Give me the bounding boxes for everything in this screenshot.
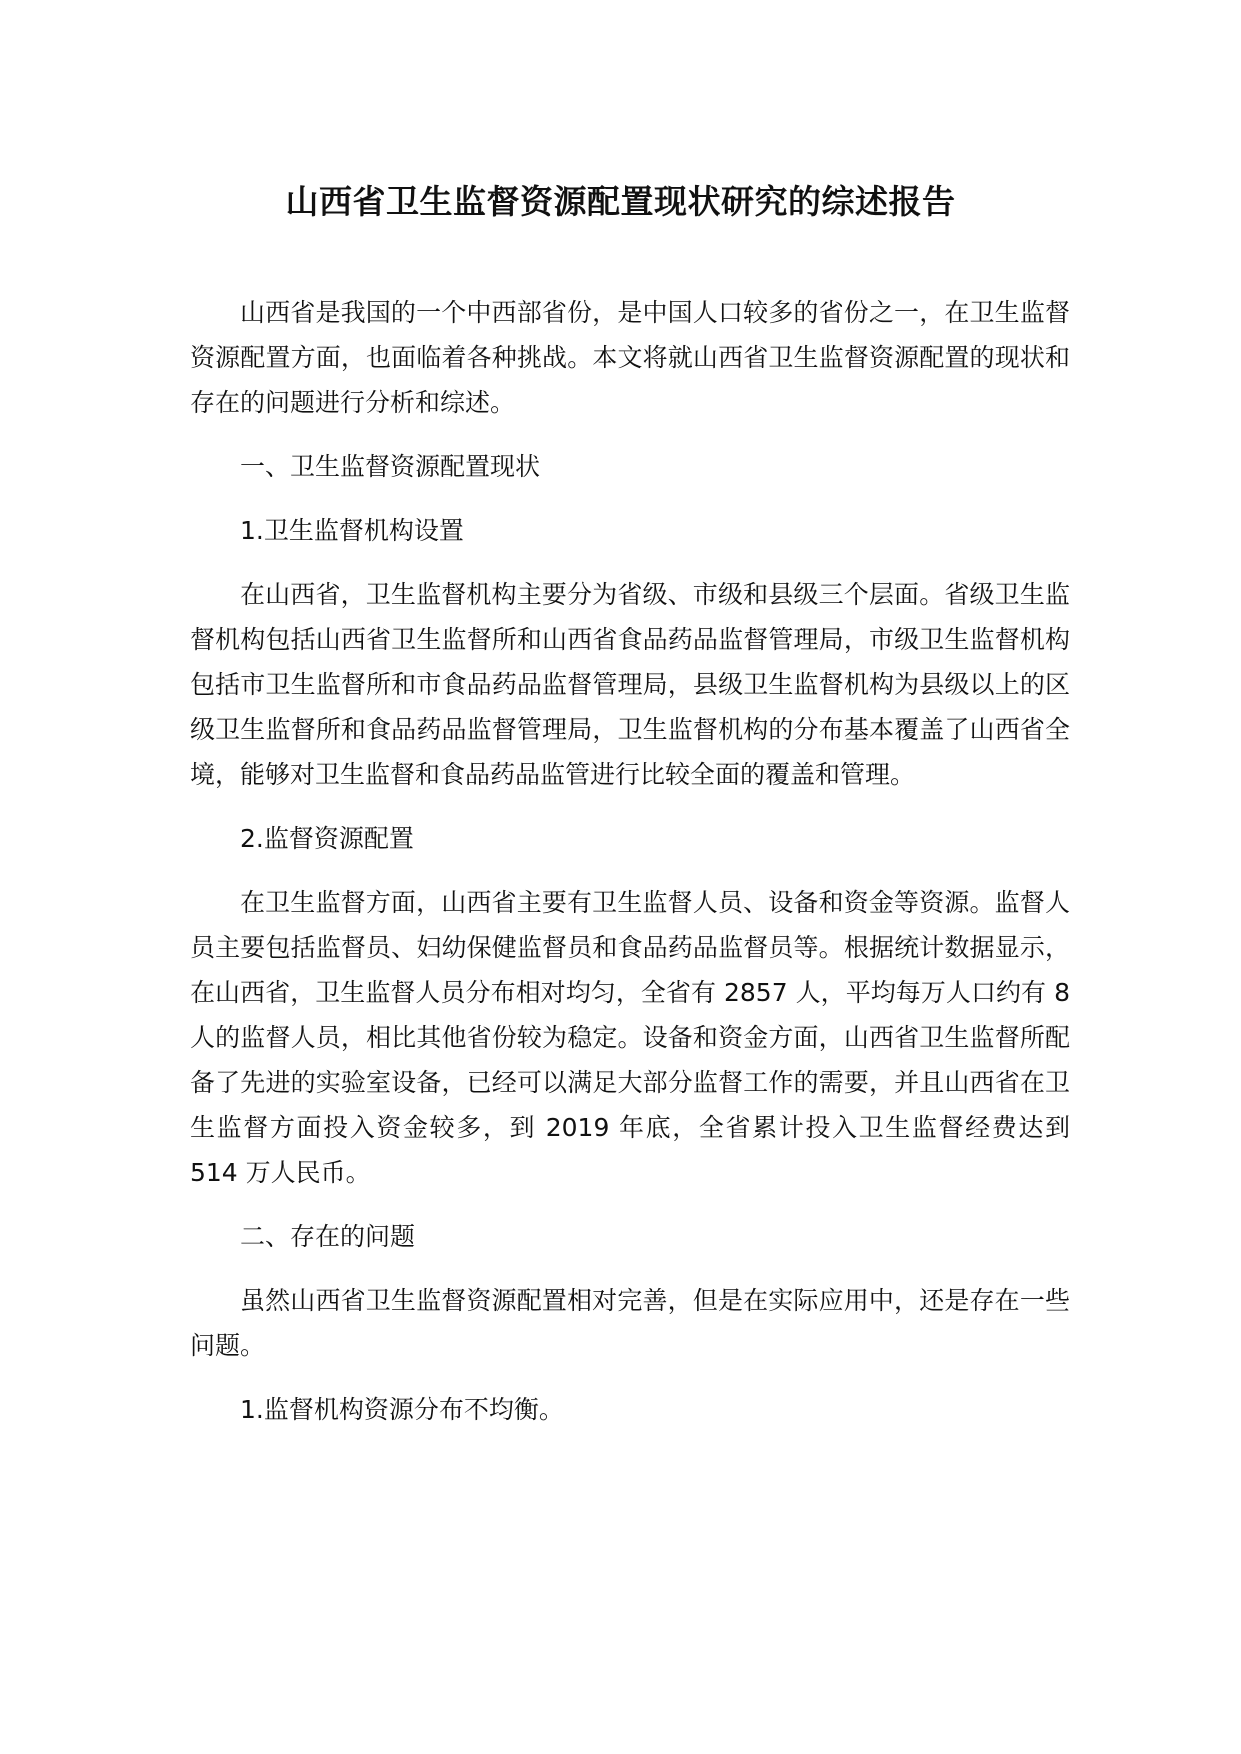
section-heading-2: 二、存在的问题 — [240, 1222, 416, 1251]
paragraph-problems-intro: 虽然山西省卫生监督资源配置相对完善，但是在实际应用中，还是存在一些问题。 — [190, 1286, 1070, 1360]
section-heading-1: 一、卫生监督资源配置现状 — [240, 452, 541, 481]
subsection-heading-2-1: 1.监督机构资源分布不均衡。 — [240, 1395, 564, 1424]
paragraph-resource-allocation: 在卫生监督方面，山西省主要有卫生监督人员、设备和资金等资源。监督人员主要包括监督员、妇幼保健监督员和食品药品监督员等。根据统计数据显示，在山西省，卫生监督人员分布相对均匀，全省有 2857 人，平均每万人口约有 8 人的监督人员，相比其他省份较为稳定。设备和资金方面，山西省卫生监督所配备了先进的实验室设备，已经可以满足大部分监督工作的需要，并且山西省在卫生监督方面投入资金较多，到 2019 年底，全省累计投入卫生监督经费达到 514 万人民币。 — [190, 888, 1070, 1187]
paragraph-institution-setup: 在山西省，卫生监督机构主要分为省级、市级和县级三个层面。省级卫生监督机构包括山西省卫生监督所和山西省食品药品监督管理局，市级卫生监督机构包括市卫生监督所和市食品药品监督管理局，县级卫生监督机构为县级以上的区级卫生监督所和食品药品监督管理局，卫生监督机构的分布基本覆盖了山西省全境，能够对卫生监督和食品药品监管进行比较全面的覆盖和管理。 — [190, 580, 1070, 789]
subsection-heading-1-1: 1.卫生监督机构设置 — [240, 516, 464, 545]
document-body — [190, 290, 1070, 1451]
document-title: 山西省卫生监督资源配置现状研究的综述报告 — [285, 182, 956, 221]
subsection-heading-1-2: 2.监督资源配置 — [240, 824, 414, 853]
intro-paragraph: 山西省是我国的一个中西部省份，是中国人口较多的省份之一，在卫生监督资源配置方面，也面临着各种挑战。本文将就山西省卫生监督资源配置的现状和存在的问题进行分析和综述。 — [190, 298, 1070, 417]
